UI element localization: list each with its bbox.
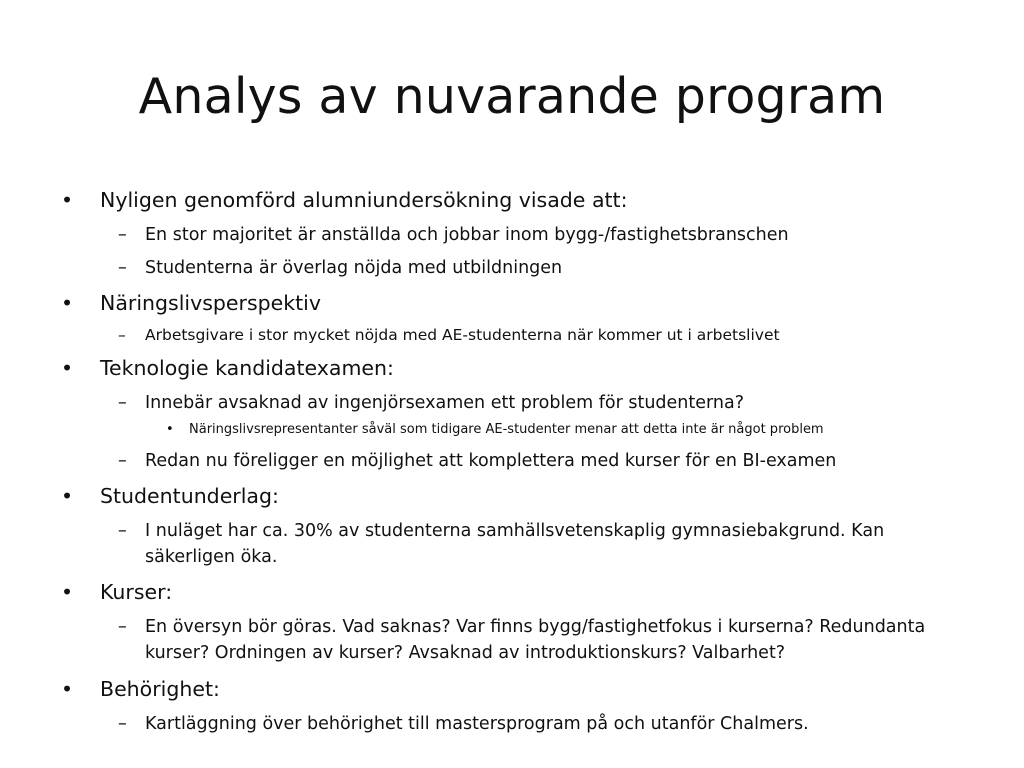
sub-item-satisfied: Studenterna är överlag nöjda med utbildningen	[145, 258, 563, 278]
sub-item-background-line2: säkerligen öka.	[145, 547, 278, 567]
dash-marker: –	[118, 714, 127, 734]
bullet-marker: •	[61, 356, 74, 380]
dash-marker: –	[118, 258, 127, 278]
sub-item-kartlaggning: Kartläggning över behörighet till mastersprogram på och utanför Chalmers.	[145, 714, 809, 734]
sub-item-employers: Arbetsgivare i stor mycket nöjda med AE-studenterna när kommer ut i arbetslivet	[145, 326, 780, 344]
bullet-item-kandidatexamen: Teknologie kandidatexamen:	[100, 356, 394, 380]
bullet-item-behorighet: Behörighet:	[100, 677, 220, 701]
bullet-item-alumni: Nyligen genomförd alumniundersökning visade att:	[100, 188, 628, 212]
slide-title: Analys av nuvarande program	[138, 68, 886, 125]
bullet-marker: •	[61, 188, 74, 212]
bullet-item-studentunderlag: Studentunderlag:	[100, 484, 279, 508]
dash-marker: –	[118, 451, 127, 471]
bullet-marker: •	[61, 291, 74, 315]
bullet-item-naringsliv: Näringslivsperspektiv	[100, 291, 322, 315]
bullet-marker-small: •	[166, 422, 174, 437]
bullet-marker: •	[61, 677, 74, 701]
dash-marker: –	[118, 225, 127, 245]
sub-item-majority: En stor majoritet är anställda och jobbar inom bygg-/fastighetsbranschen	[145, 225, 789, 245]
bullet-item-kurser: Kurser:	[100, 580, 173, 604]
sub-sub-item-representatives: Näringslivsrepresentanter såväl som tidigare AE-studenter menar att detta inte är något problem	[189, 422, 824, 437]
sub-item-ingenjorsexamen: Innebär avsaknad av ingenjörsexamen ett problem för studenterna?	[145, 393, 744, 413]
sub-item-bi-examen: Redan nu föreligger en möjlighet att komplettera med kurser för en BI-examen	[145, 451, 837, 471]
dash-marker: –	[118, 393, 127, 413]
sub-item-background-line1: I nuläget har ca. 30% av studenterna samhällsvetenskaplig gymnasiebakgrund. Kan	[145, 521, 885, 541]
sub-item-oversyn-line2: kurser? Ordningen av kurser? Avsaknad av introduktionskurs? Valbarhet?	[145, 643, 786, 663]
bullet-marker: •	[61, 580, 74, 604]
sub-item-oversyn-line1: En översyn bör göras. Vad saknas? Var finns bygg/fastighetfokus i kurserna? Redundanta	[145, 617, 926, 637]
bullet-marker: •	[61, 484, 74, 508]
dash-marker: –	[118, 521, 127, 541]
dash-marker: –	[118, 326, 126, 344]
dash-marker: –	[118, 617, 127, 637]
